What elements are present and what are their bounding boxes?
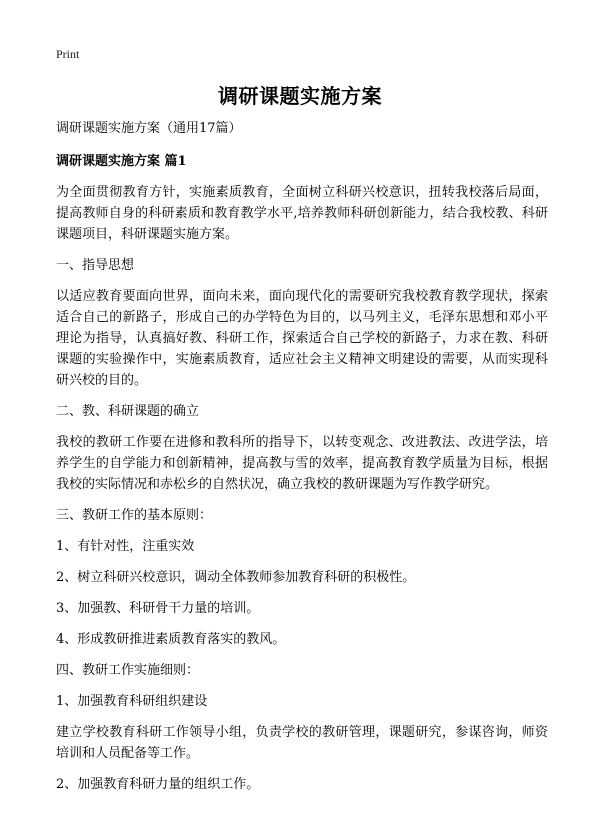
principle-item-2: 2、树立科研兴校意识，调动全体教师参加教育科研的积极性。 bbox=[56, 570, 416, 585]
section-heading: 调研课题实施方案 篇1 bbox=[56, 154, 187, 169]
heading-topic-establishment: 二、教、科研课题的确立 bbox=[56, 404, 200, 419]
principle-item-4: 4、形成教研推进素质教育落实的教风。 bbox=[56, 632, 286, 647]
document-subtitle: 调研课题实施方案（通用17篇） bbox=[56, 121, 242, 136]
principle-item-3: 3、加强教、科研骨干力量的培训。 bbox=[56, 601, 260, 616]
heading-implementation-rules: 四、教研工作实施细则： bbox=[56, 663, 200, 678]
guiding-ideology-paragraph: 以适应教育要面向世界，面向未来，面向现代化的需要研究我校教育教学现状，探索适合自己的新路子，形成自己的办学特色为目的，以马列主义，毛泽东思想和邓小平理论为指导，认真搞好教、科研工作，探索适合自己学校的新路子，力求在教、科研课题的实验操作中，实施素质教育，适应社会主义精神文明建设的需要，从而实现科研兴校的目的。 bbox=[56, 289, 548, 388]
rule-item-1-paragraph: 建立学校教育科研工作领导小组，负责学校的教研管理，课题研究，参谋咨询，师资培训和人员配备等工作。 bbox=[56, 725, 548, 761]
document-body bbox=[56, 118, 548, 805]
print-label: Print bbox=[56, 47, 80, 61]
topic-establishment-paragraph: 我校的教研工作要在进修和教科所的指导下，以转变观念、改进教法、改进学法，培养学生的自学能力和创新精神，提高教与雪的效率，提高教育教学质量为目标，根据我校的实际情况和赤松乡的自然状况，确立我校的教研课题为写作教学研究。 bbox=[56, 435, 548, 492]
document-title: 调研课题实施方案 bbox=[218, 84, 382, 108]
rule-item-1: 1、加强教育科研组织建设 bbox=[56, 694, 208, 709]
rule-item-2: 2、加强教育科研力量的组织工作。 bbox=[56, 777, 260, 792]
intro-paragraph: 为全面贯彻教育方针，实施素质教育，全面树立科研兴校意识，扭转我校落后局面，提高教师自身的科研素质和教育教学水平,培养教师科研创新能力，结合我校教、科研课题项目，科研课题实施方案。 bbox=[56, 185, 548, 242]
principle-item-1: 1、有针对性，注重实效 bbox=[56, 539, 195, 554]
heading-guiding-ideology: 一、指导思想 bbox=[56, 258, 135, 273]
heading-basic-principles: 三、教研工作的基本原则： bbox=[56, 508, 213, 523]
